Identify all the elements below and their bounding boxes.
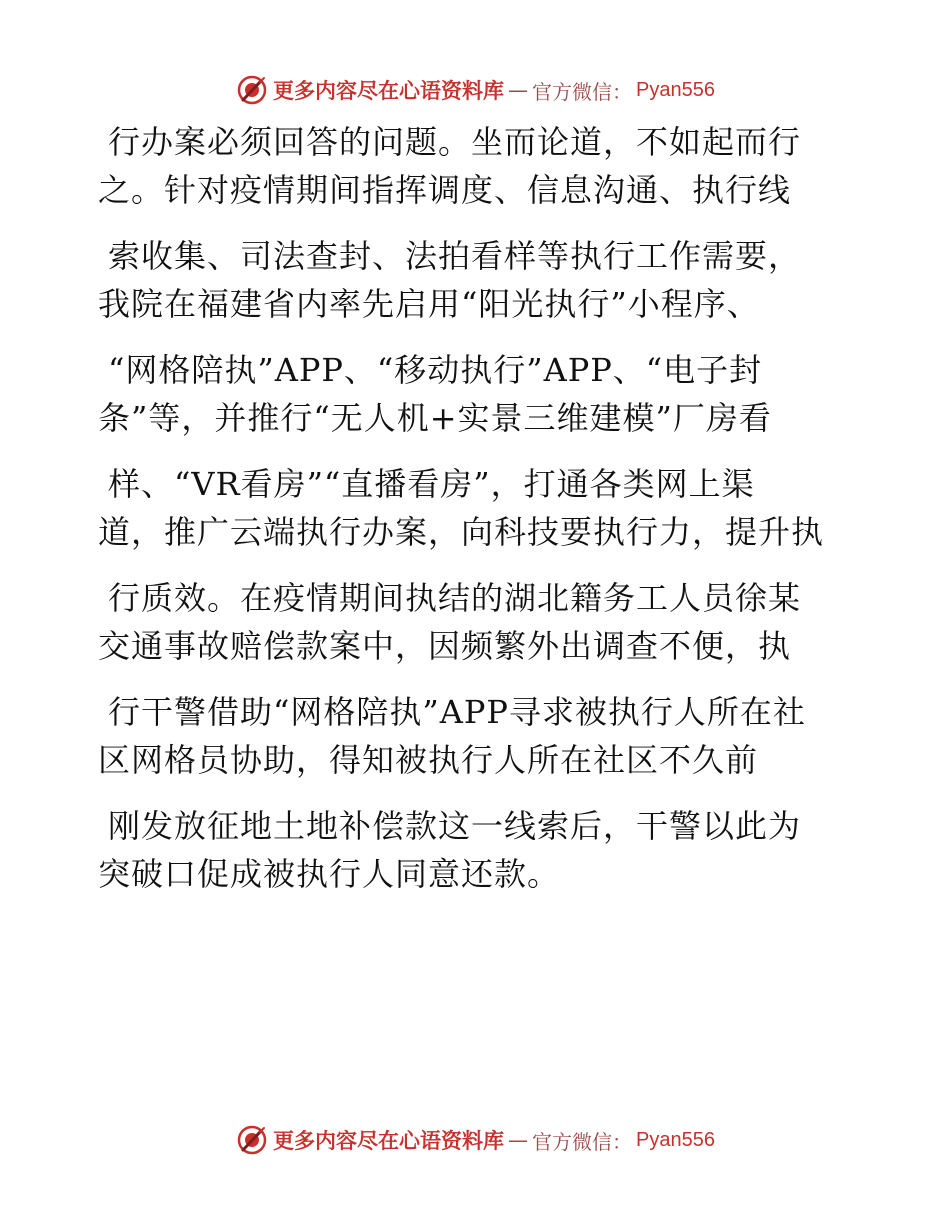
watermark-separator: — (508, 78, 529, 102)
text-line: 行干警借助“网格陪执”APP寻求被执行人所在社 (108, 693, 806, 731)
watermark-wechat-label: 官方微信： (532, 79, 633, 104)
text-line: “网格陪执”APP、“移动执行”APP、“电子封 (108, 351, 763, 389)
watermark-content (235, 73, 715, 107)
watermark-wechat-id: Pyan556 (636, 1128, 715, 1151)
header-watermark (0, 70, 950, 110)
text-line: 交通事故赔偿款案中，因频繁外出调查不便，执 (98, 627, 792, 665)
text-line: 突破口促成被执行人同意还款。 (98, 855, 561, 893)
text-line: 行质效。在疫情期间执结的湖北籍务工人员徐某 (108, 579, 802, 617)
watermark-separator: — (508, 1128, 529, 1152)
text-line: 索收集、司法查封、法拍看样等执行工作需要， (108, 237, 802, 275)
text-line: 我院在福建省内率先启用“阳光执行”小程序、 (98, 285, 760, 323)
text-line: 刚发放征地土地补偿款这一线索后，干警以此为 (108, 807, 802, 845)
watermark-wechat-id: Pyan556 (636, 78, 715, 101)
text-line: 道，推广云端执行办案，向科技要执行力，提升执 (98, 513, 825, 551)
watermark-text: 更多内容尽在心语资料库 (273, 1128, 505, 1153)
footer-watermark (0, 1120, 950, 1160)
pen-logo-icon (235, 73, 269, 107)
text-line: 样、“VR看房”“直播看房”，打通各类网上渠 (108, 465, 755, 503)
text-line: 条”等，并推行“无人机+实景三维建模”厂房看 (98, 399, 772, 437)
body-paragraph (98, 118, 858, 898)
text-line: 行办案必须回答的问题。坐而论道，不如起而行 (108, 123, 802, 161)
text-line: 区网格员协助，得知被执行人所在社区不久前 (98, 741, 759, 779)
watermark-text: 更多内容尽在心语资料库 (273, 78, 505, 103)
pen-logo-icon (235, 1123, 269, 1157)
watermark-content (235, 1123, 715, 1157)
text-line: 之。针对疫情期间指挥调度、信息沟通、执行线 (98, 171, 792, 209)
watermark-wechat-label: 官方微信： (532, 1129, 633, 1154)
